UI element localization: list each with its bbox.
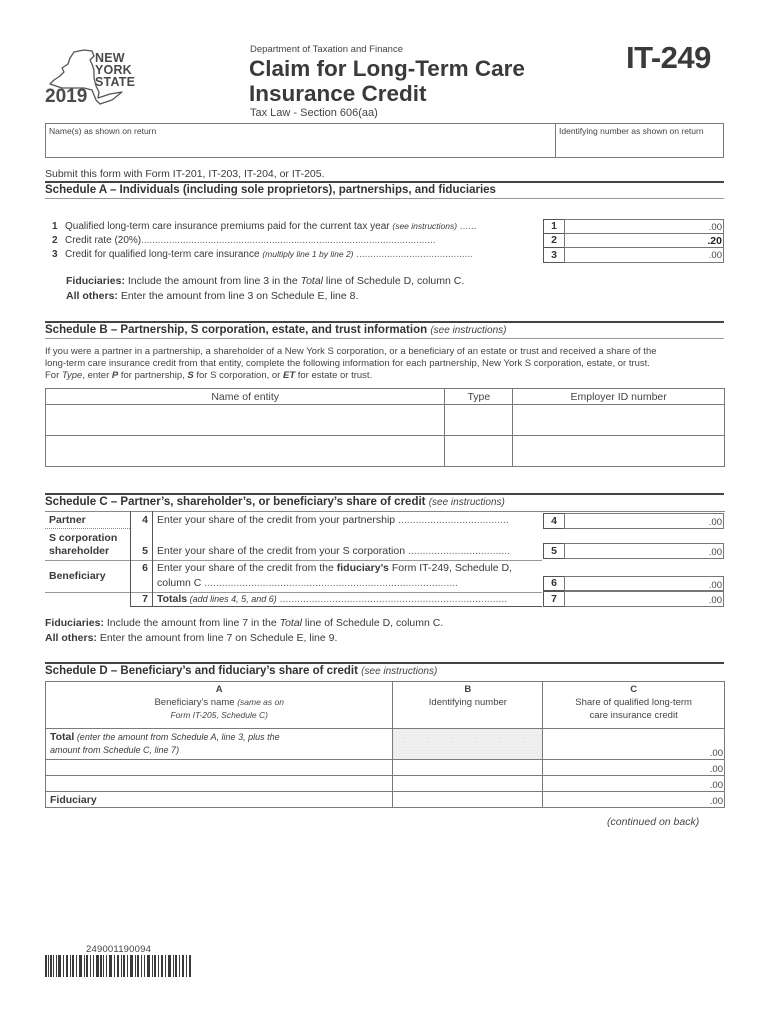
total-label-cell (46, 729, 393, 760)
leader-dots: ...... (457, 221, 477, 232)
divider (45, 528, 130, 529)
beneficiary-name-input[interactable] (46, 778, 392, 789)
leader-dots: .......................................................................................................... (141, 235, 436, 246)
line-number: 1 (52, 221, 58, 232)
line-1-amount[interactable] (564, 219, 724, 234)
barcode-number: 249001190094 (86, 944, 152, 955)
entity-ein-input[interactable] (513, 415, 724, 426)
column-label (46, 696, 392, 709)
fiduciary-share-cell[interactable] (543, 792, 725, 808)
leader-dots: ....................................................................................... (201, 577, 459, 589)
tax-law-reference: Tax Law - Section 606(aa) (250, 107, 378, 119)
schedule-a-title: Schedule A – Individuals (including sole proprietors), partnerships, and fiduciaries (45, 184, 496, 196)
beneficiary-name-input[interactable] (46, 762, 392, 773)
text: for estate or trust. (295, 370, 373, 381)
fiduciary-value: .00 (709, 796, 723, 807)
line-text: Enter your share of the credit from your S corporation (157, 545, 406, 557)
schedule-c-line-6 (157, 562, 512, 574)
category-line: S corporation (49, 532, 118, 544)
identifying-number-field[interactable] (559, 138, 719, 156)
submit-instruction: Submit this form with Form IT-201, IT-203, IT-204, or IT-205. (45, 168, 325, 180)
leader-dots: ...................................... (395, 514, 509, 526)
schedule-b-heading (45, 321, 724, 339)
divider (130, 511, 131, 607)
line-number: 7 (142, 593, 148, 605)
line-7-value: .00 (708, 595, 722, 606)
form-title (249, 56, 525, 106)
line-number: 6 (142, 562, 148, 574)
barcode-icon (45, 955, 193, 977)
beneficiary-share-cell[interactable] (543, 760, 725, 776)
schedule-d-table (45, 681, 725, 808)
name-field[interactable] (49, 138, 549, 156)
note-label: All others: (45, 632, 97, 644)
label-note: Form IT-205, Schedule C) (170, 710, 268, 720)
column-header-a (46, 682, 393, 729)
entity-type-cell[interactable] (445, 405, 513, 436)
line-7-amount[interactable] (564, 591, 724, 607)
name-box-divider (555, 124, 556, 157)
logo-new: NEW (95, 51, 125, 65)
logo-york: YORK (95, 63, 132, 77)
identifying-number-label: Identifying number as shown on return (559, 126, 704, 136)
beneficiary-id-cell[interactable] (393, 776, 543, 792)
schedule-c-line-5 (157, 545, 510, 557)
divider (130, 560, 542, 561)
fiduciary-label: Fiduciary (50, 793, 97, 806)
schedule-c-others-note (45, 632, 337, 644)
leader-dots: .............................................................................. (276, 593, 508, 605)
logo-wordmark (95, 52, 135, 88)
form-number: IT-249 (626, 40, 711, 75)
continued-on-back: (continued on back) (607, 816, 700, 828)
line-4-amount[interactable] (564, 513, 724, 529)
column-header-employer-id: Employer ID number (513, 389, 725, 405)
code-et: ET (282, 370, 296, 381)
name-label: Name(s) as shown on return (49, 126, 157, 136)
entity-name-input[interactable] (46, 415, 444, 426)
category-beneficiary: Beneficiary (49, 570, 106, 582)
line-6-amount[interactable] (564, 576, 724, 591)
column-header-c (543, 682, 725, 729)
column-label: Share of qualified long-term (575, 697, 692, 708)
beneficiary-name-cell[interactable] (46, 760, 393, 776)
line-3-box-number: 3 (543, 247, 565, 263)
line-4-value: .00 (708, 517, 722, 528)
fiduciary-row (46, 792, 725, 808)
line-text: Credit for qualified long-term care insurance (65, 249, 263, 260)
note-total: Total (279, 617, 303, 629)
note-label: All others: (66, 290, 118, 302)
total-amount-cell[interactable] (543, 729, 725, 760)
line-2-amount (564, 233, 724, 248)
label-text: Beneficiary’s name (154, 697, 238, 708)
line-note: (see instructions) (392, 221, 458, 231)
line-text: Credit rate (20%) (65, 235, 142, 246)
schedule-b-instructions (45, 346, 725, 382)
beneficiary-id-input[interactable] (393, 778, 542, 789)
entity-ein-cell[interactable] (513, 405, 725, 436)
beneficiary-name-cell[interactable] (46, 776, 393, 792)
schedule-c-heading (45, 493, 724, 510)
note-text: Enter the amount from line 7 on Schedule E, line 9. (96, 632, 338, 644)
table-row (46, 776, 725, 792)
leader-dots: .......................................... (353, 249, 473, 260)
table-row (46, 405, 725, 436)
table-header-row (46, 682, 725, 729)
divider (45, 560, 130, 561)
note-text: Include the amount from line 7 in the (103, 617, 280, 629)
divider (45, 511, 725, 512)
category-line: shareholder (49, 545, 110, 557)
schedule-b-table (45, 388, 725, 467)
total-note: (enter the amount from Schedule A, line 3, plus the (74, 732, 280, 742)
instruction-line (45, 370, 725, 382)
barcode-graphic (45, 955, 193, 977)
line-text: column C (157, 577, 202, 589)
fiduciary-label-cell (46, 792, 393, 808)
department-name: Department of Taxation and Finance (250, 44, 403, 55)
line-number: 5 (142, 545, 148, 557)
line-note: (add lines 4, 5, and 6) (187, 594, 277, 604)
line-number: 2 (52, 235, 58, 246)
beneficiary-share-cell[interactable] (543, 776, 725, 792)
text: Type (61, 370, 83, 381)
line-1-box-number: 1 (543, 219, 565, 234)
share-value: .00 (709, 764, 723, 775)
entity-type-input[interactable] (445, 446, 512, 457)
divider (152, 511, 153, 607)
schedule-a-heading (45, 181, 724, 199)
schedule-a-fiduciaries-note (66, 275, 464, 287)
fiduciary-id-cell[interactable] (393, 792, 543, 808)
schedule-d-heading (45, 662, 724, 679)
entity-ein-cell[interactable] (513, 436, 725, 467)
line-2-box-number: 2 (543, 233, 565, 248)
text: For (45, 370, 62, 381)
line-text: Form IT-249, Schedule D, (388, 562, 513, 574)
schedule-c-line-6-cont (157, 577, 537, 589)
entity-ein-input[interactable] (513, 446, 724, 457)
column-label: Identifying number (428, 697, 507, 708)
schedule-a-line-1 (52, 221, 537, 232)
entity-type-cell[interactable] (445, 436, 513, 467)
line-5-amount[interactable] (564, 543, 724, 559)
line-text: Qualified long-term care insurance premiums paid for the current tax year (65, 221, 393, 232)
form-title-line-2: Insurance Credit (249, 81, 427, 106)
share-value: .00 (709, 780, 723, 791)
entity-type-input[interactable] (445, 415, 512, 426)
line-note: (multiply line 1 by line 2) (262, 249, 354, 259)
line-number: 4 (142, 514, 148, 526)
category-partner: Partner (49, 514, 86, 526)
column-header-type: Type (445, 389, 513, 405)
line-3-amount[interactable] (564, 247, 724, 263)
category-s-corporation-shareholder (49, 532, 117, 558)
beneficiary-id-cell[interactable] (393, 760, 543, 776)
line-text: Enter your share of the credit from your partnership (157, 514, 396, 526)
see-instructions-note: (see instructions) (361, 666, 438, 677)
note-label: Fiduciaries: (66, 275, 125, 287)
table-header-row (46, 389, 725, 405)
schedule-a-line-2 (52, 235, 537, 246)
column-letter: A (215, 684, 223, 695)
text: for partnership, (118, 370, 188, 381)
total-row (46, 729, 725, 760)
code-p: P (111, 370, 119, 381)
line-text-bold: fiduciary’s (336, 562, 389, 574)
instruction-line: long-term care insurance credit from that entity, complete the following information for each partnership, New York S corporation, estate, or trust. (45, 358, 650, 369)
table-row (46, 436, 725, 467)
total-id-shaded-cell (393, 729, 543, 760)
entity-name-input[interactable] (46, 446, 444, 457)
note-text: line of Schedule D, column C. (323, 275, 465, 287)
schedule-a-line-3 (52, 249, 537, 260)
line-5-value: .00 (708, 547, 722, 558)
note-total: Total (300, 275, 324, 287)
note-text: Include the amount from line 3 in the (124, 275, 301, 287)
line-number: 3 (52, 249, 58, 260)
line-6-box-number: 6 (543, 576, 565, 591)
logo-state: STATE (95, 75, 136, 89)
leader-dots: ................................... (405, 545, 511, 557)
beneficiary-id-input[interactable] (393, 762, 542, 773)
line-5-box-number: 5 (543, 543, 565, 559)
line-text: Enter your share of the credit from the (157, 562, 337, 574)
form-title-line-1: Claim for Long-Term Care (249, 56, 525, 81)
entity-name-cell[interactable] (46, 436, 445, 467)
note-text: line of Schedule D, column C. (302, 617, 444, 629)
line-2-value: .20 (707, 235, 722, 247)
total-value: .00 (709, 748, 723, 759)
column-letter: C (630, 684, 638, 695)
label-note: (same as on (237, 697, 284, 707)
line-4-box-number: 4 (543, 513, 565, 529)
entity-name-cell[interactable] (46, 405, 445, 436)
line-text-bold: Totals (157, 593, 188, 605)
text: for S corporation, or (193, 370, 283, 381)
line-7-box-number: 7 (543, 591, 565, 607)
line-1-value: .00 (708, 222, 722, 233)
schedule-b-title: Schedule B – Partnership, S corporation, estate, and trust information (45, 324, 428, 336)
note-text: Enter the amount from line 3 on Schedule E, line 8. (117, 290, 359, 302)
column-header-name-of-entity: Name of entity (46, 389, 445, 405)
taxpayer-info-box (45, 123, 724, 158)
line-3-value: .00 (708, 250, 722, 261)
line-6-value: .00 (708, 580, 722, 591)
column-header-b (393, 682, 543, 729)
schedule-c-fiduciaries-note (45, 617, 443, 629)
total-label: Total (50, 731, 75, 743)
tax-year: 2019 (45, 86, 88, 107)
code-s: S (187, 370, 194, 381)
text: , enter (82, 370, 112, 381)
note-label: Fiduciaries: (45, 617, 104, 629)
schedule-c-line-4 (157, 514, 509, 526)
divider (130, 606, 542, 607)
schedule-c-line-7 (157, 593, 537, 605)
instruction-line: If you were a partner in a partnership, a shareholder of a New York S corporation, or a beneficiary of an estate or trust and received a share of the (45, 346, 657, 357)
table-row (46, 760, 725, 776)
schedule-a-others-note (66, 290, 358, 302)
see-instructions-note: (see instructions) (430, 325, 507, 336)
schedule-c-title: Schedule C – Partner’s, shareholder’s, or beneficiary’s share of credit (45, 496, 426, 508)
see-instructions-note: (see instructions) (428, 497, 505, 508)
schedule-d-title: Schedule D – Beneficiary’s and fiduciary’s share of credit (45, 665, 358, 677)
column-label: care insurance credit (589, 710, 678, 721)
total-note: amount from Schedule C, line 7) (50, 745, 180, 755)
column-letter: B (464, 684, 472, 695)
